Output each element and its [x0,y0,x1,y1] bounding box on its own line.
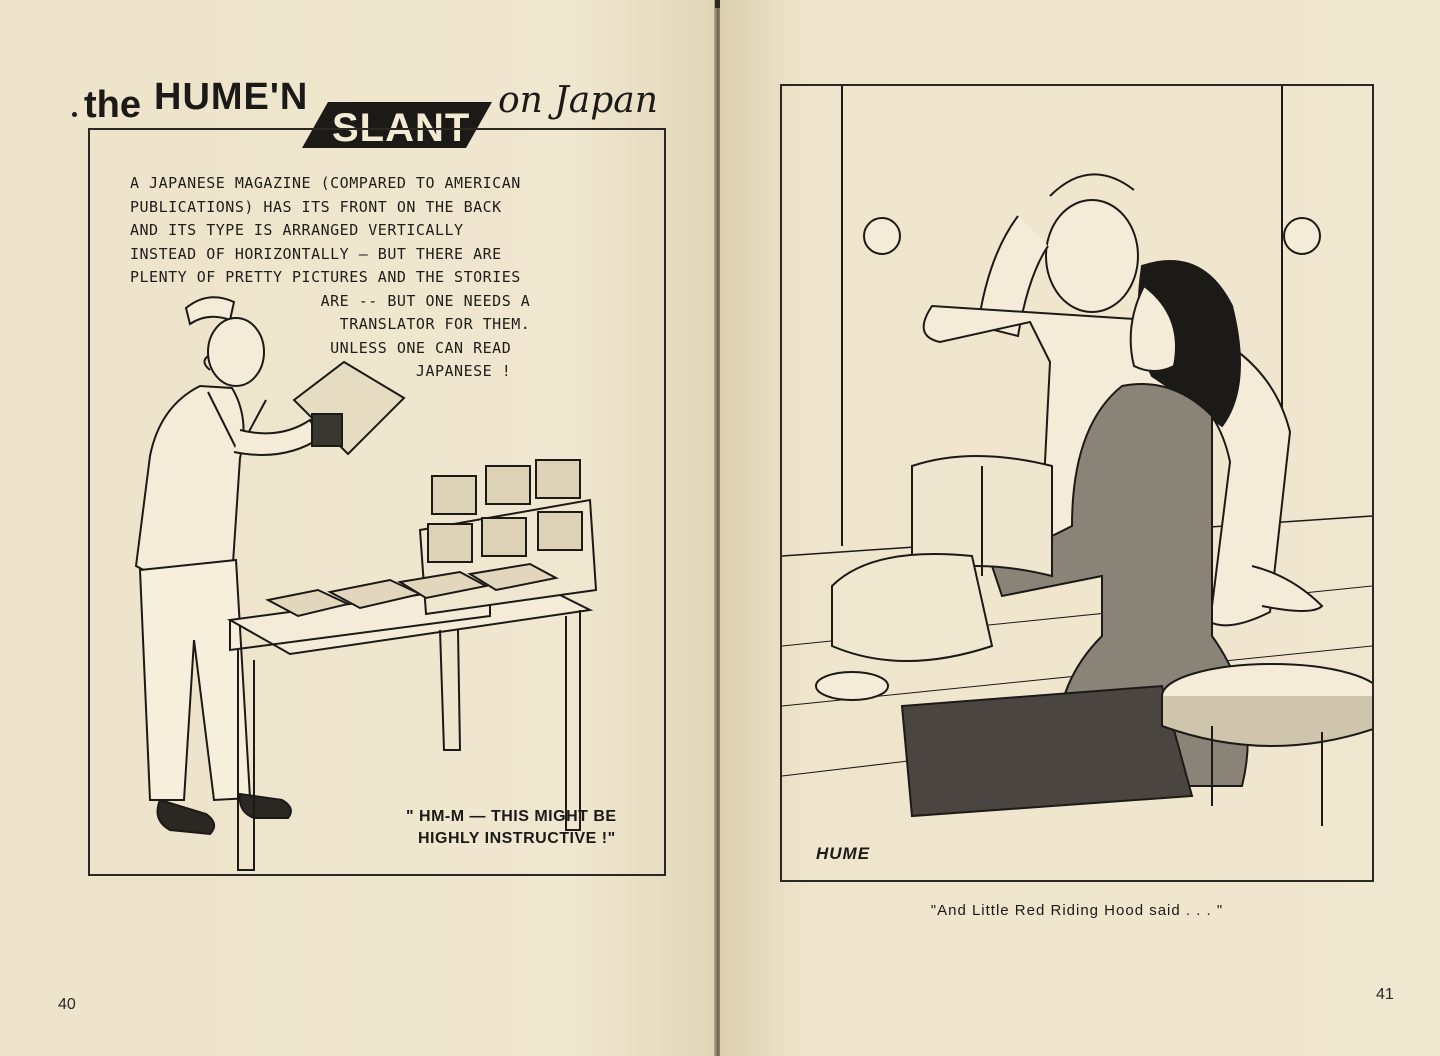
right-cartoon-panel [780,84,1374,882]
left-cartoon-panel [88,128,666,876]
caption-line: A JAPANESE MAGAZINE (COMPARED TO AMERICAN [130,174,521,192]
caption-line: PLENTY OF PRETTY PICTURES AND THE STORIES [130,268,521,286]
caption-line: INSTEAD OF HORIZONTALLY — BUT THERE ARE [130,244,502,263]
caption-line: TRANSLATOR FOR THEM. [130,315,531,333]
left-page [0,0,716,1056]
page-number-left: 40 [58,996,76,1013]
speech-balloon-text [406,806,617,850]
caption-block [130,172,640,384]
masthead-slant: SLANT [332,106,471,150]
caption-line: UNLESS ONE CAN READ [130,338,512,357]
speech-line: HIGHLY INSTRUCTIVE !" [418,830,616,847]
caption-line: PUBLICATIONS) HAS ITS FRONT ON THE BACK [130,197,502,216]
caption-line: JAPANESE ! [130,362,512,380]
caption-line: ARE -- BUT ONE NEEDS A [130,291,531,310]
masthead-suffix: on Japan [498,80,658,121]
couple-reading-illustration [782,86,1372,880]
speech-line: " HM-M — THIS MIGHT BE [406,808,617,825]
masthead-prefix: the [84,84,141,126]
artist-signature: HUME [816,844,871,863]
masthead-dot [72,112,77,117]
caption-line: AND ITS TYPE IS ARRANGED VERTICALLY [130,221,464,239]
cartoon-caption: "And Little Red Riding Hood said . . . " [930,902,1224,919]
right-page [720,0,1440,1056]
page-number-right: 41 [1376,986,1394,1003]
masthead-brand: HUME'N [154,76,309,118]
